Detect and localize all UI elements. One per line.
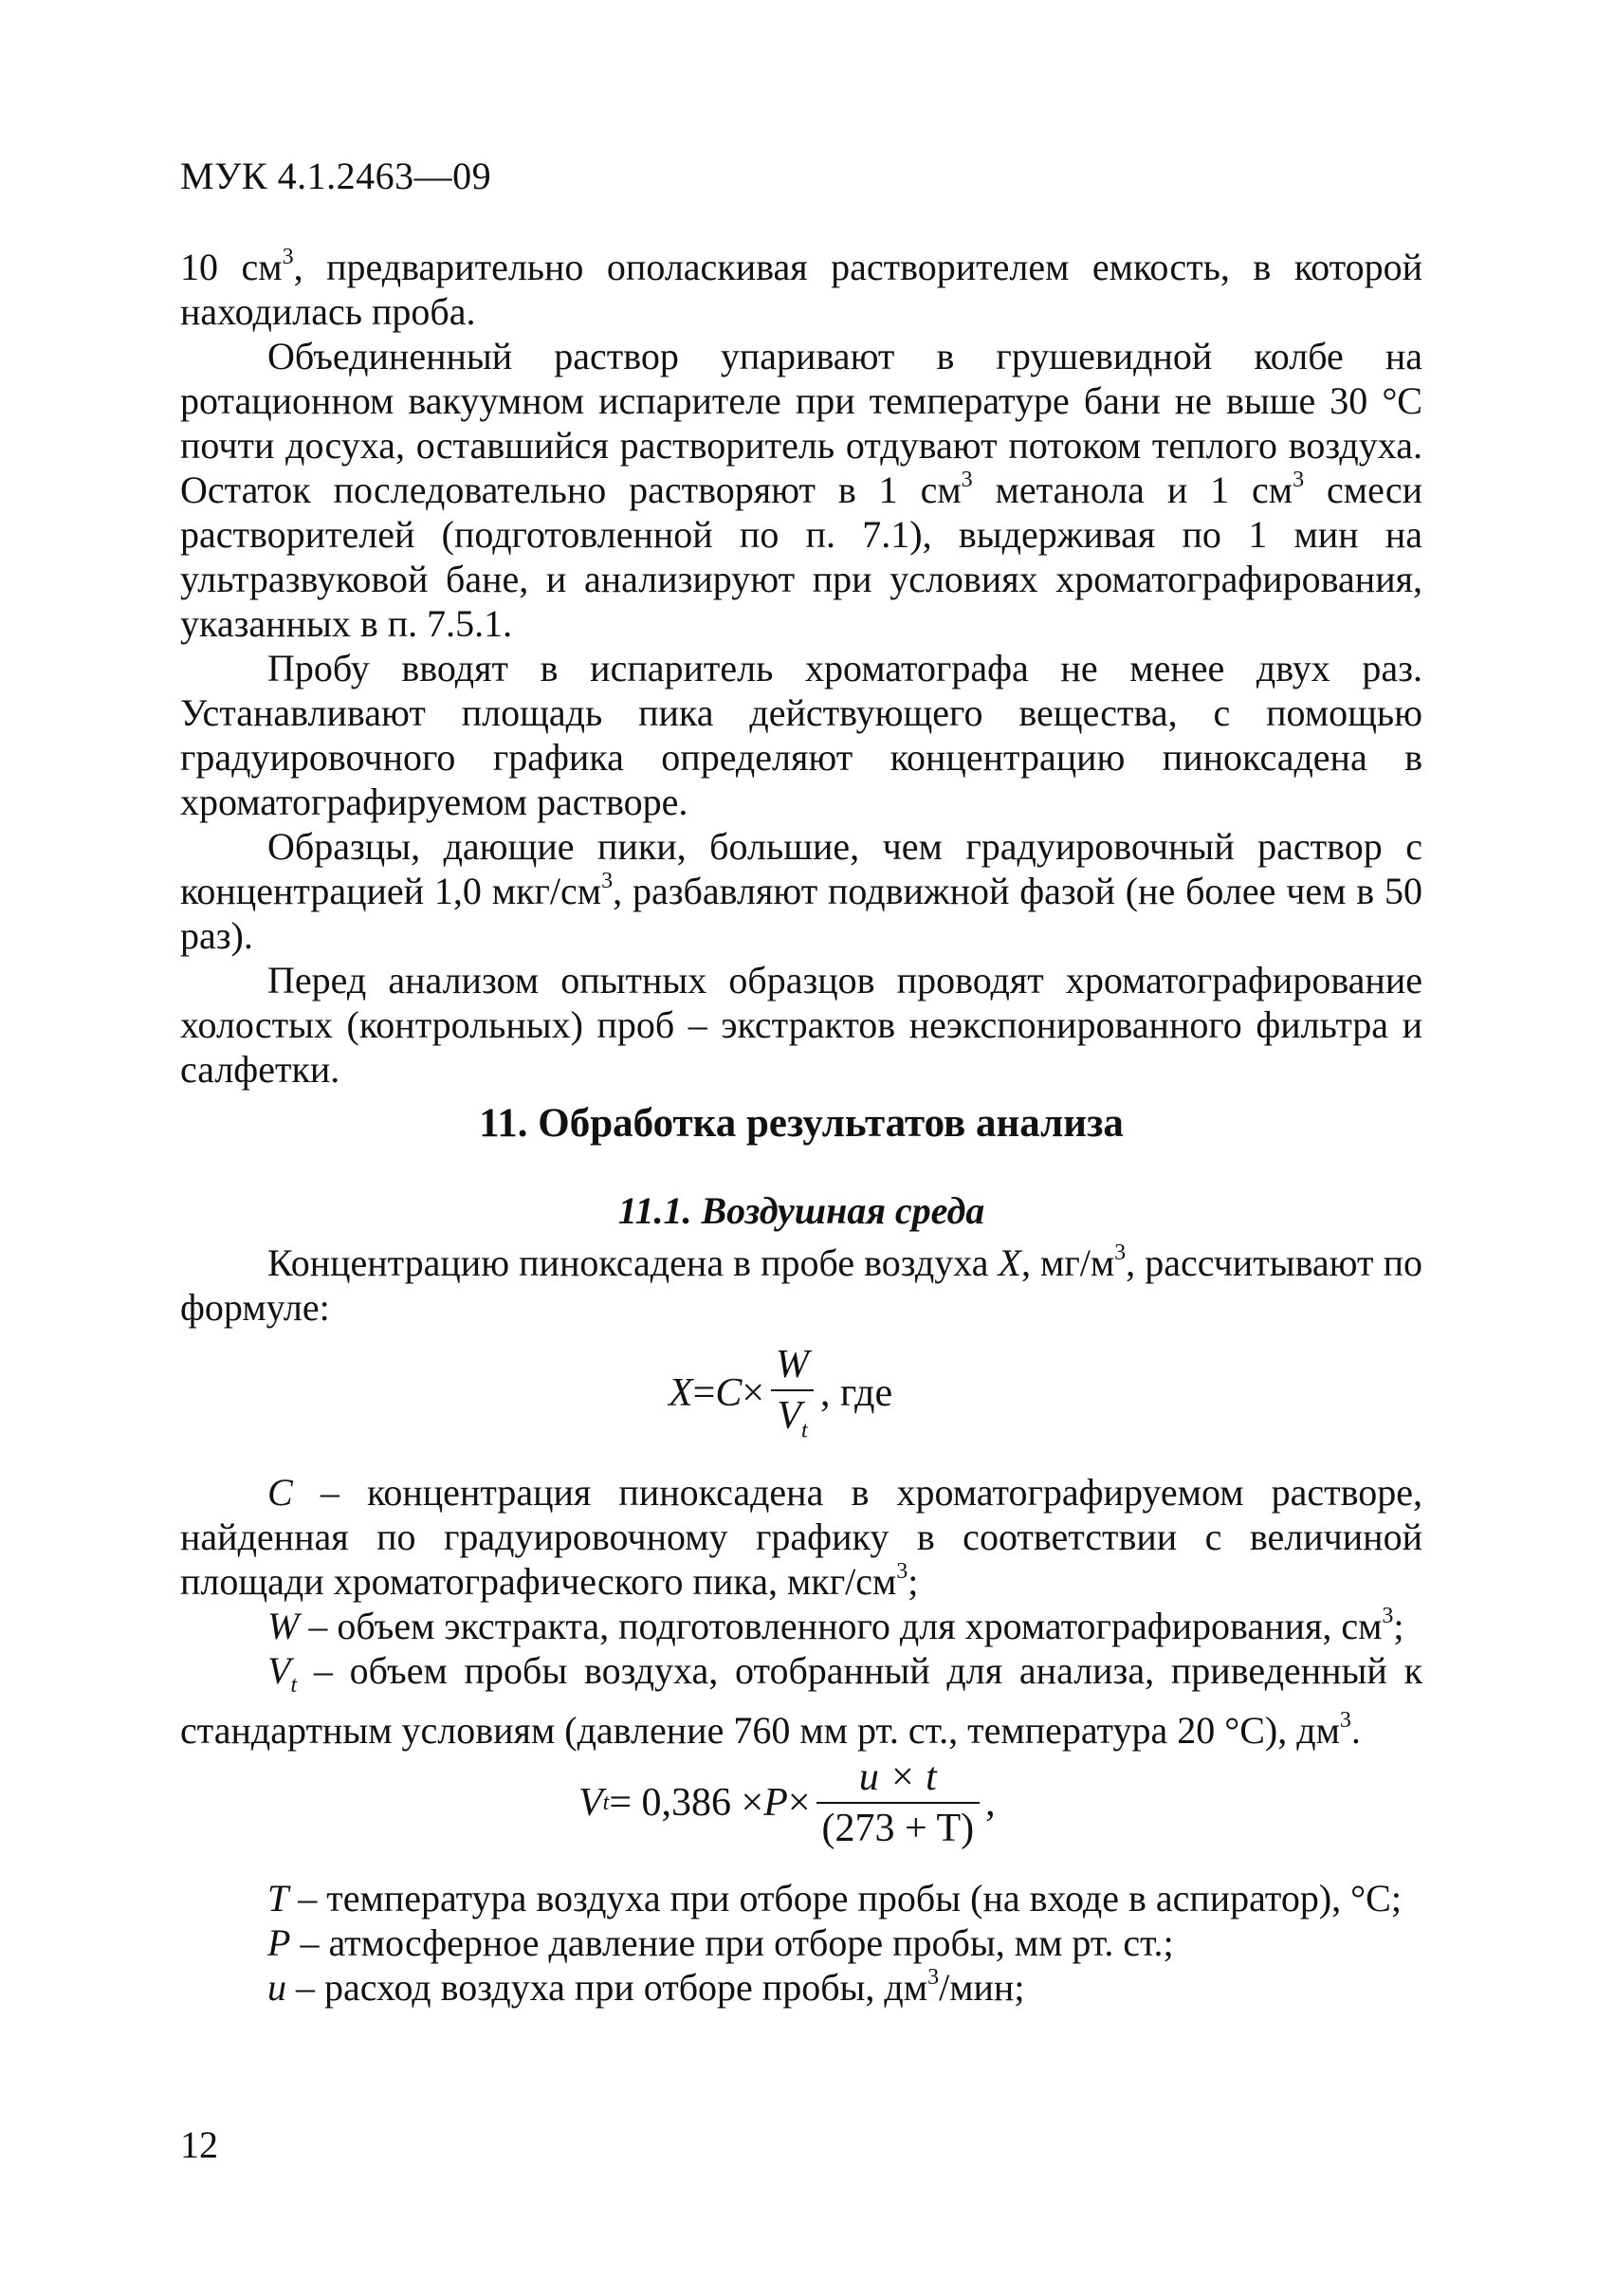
paragraph-formula-intro: Концентрацию пиноксадена в пробе воздуха X, $мг/м^3$, рассчитывают по формуле:	[180, 1240, 1422, 1329]
definition-t: T – температура воздуха при отборе пробы (на входе в аспиратор), °С;	[267, 1877, 1402, 1919]
definition-c: C – концентрация пиноксадена в хроматографируемом растворе, найденная по градуировочному графику в соответствии с величиной площади хроматографического пика, мкг/$см^3$;	[180, 1471, 1422, 1603]
formula-fraction: $\frac{W}{V_t}$	[770, 1342, 815, 1443]
definitions-block-2	[180, 1876, 1422, 2010]
definition-vt: $V_t$ – объем пробы воздуха, отобранный для анализа, приведенный к стандартным условиям (давление 760 мм рт. ст., температура 20 °С), $дм^3$.	[180, 1649, 1422, 1752]
body-text-top	[180, 245, 1422, 1092]
definition-p: P – атмосферное давление при отборе пробы, мм рт. ст.;	[267, 1921, 1174, 1964]
formula-concentration: X = C × $\frac{W}{V_t}$ , где	[669, 1343, 893, 1443]
paragraph-injection: Пробу вводят в испаритель хроматографа не менее двух раз. Устанавливают площадь пика действующего вещества, с помощью градуировочного графика определяют концентрацию пиноксадена в хроматографируемом растворе.	[180, 647, 1422, 823]
definition-w: W – объем экстракта, подготовленного для хроматографирования, $см^3$;	[267, 1604, 1404, 1647]
paragraph-evaporation: Объединенный раствор упаривают в грушевидной колбе на ротационном вакуумном испарителе при температуре бани не выше 30 °С почти досуха, оставшийся растворитель отдувают потоком теплого воздуха. Остаток последовательно растворяют в 1 $см^3$ метанола и 1 $см^3$ смеси растворителей (подготовленной по п. 7.1), выдерживая по 1 мин на ультразвуковой бане, и анализируют при условиях хроматографирования, указанных в п. 7.5.1.	[180, 335, 1422, 645]
paragraph-formula-intro-block	[180, 1240, 1422, 1330]
section-title: 11. Обработка результатов анализа	[479, 1101, 1124, 1146]
paragraph-dilution: Образцы, дающие пики, большие, чем градуировочный раствор с концентрацией 1,0 мкг/$см^3$, разбавляют подвижной фазой (не более чем в 50 раз).	[180, 825, 1422, 957]
formula-volume: V t = 0,386 × P × $\frac{u \times t}{(273 + T)}$ ,	[578, 1755, 996, 1850]
formula-volume-fraction: $\frac{u \times t}{(273 + T)}$	[816, 1754, 981, 1851]
subsection-title: 11.1. Воздушная среда	[617, 1189, 985, 1232]
definition-u: u – расход воздуха при отборе пробы, $дм^3$/мин;	[267, 1965, 1025, 2009]
definitions-block-1	[180, 1470, 1422, 1753]
paragraph-continuation: 10 $см^3$, предварительно ополаскивая растворителем емкость, в которой находилась проба.	[180, 245, 1422, 333]
document-header: МУК 4.1.2463—09	[180, 155, 492, 197]
paragraph-blank-samples: Перед анализом опытных образцов проводят хроматографирование холостых (контрольных) проб – экстрактов неэкспонированного фильтра и салфетки.	[180, 959, 1422, 1091]
page-number: 12	[180, 2123, 218, 2166]
